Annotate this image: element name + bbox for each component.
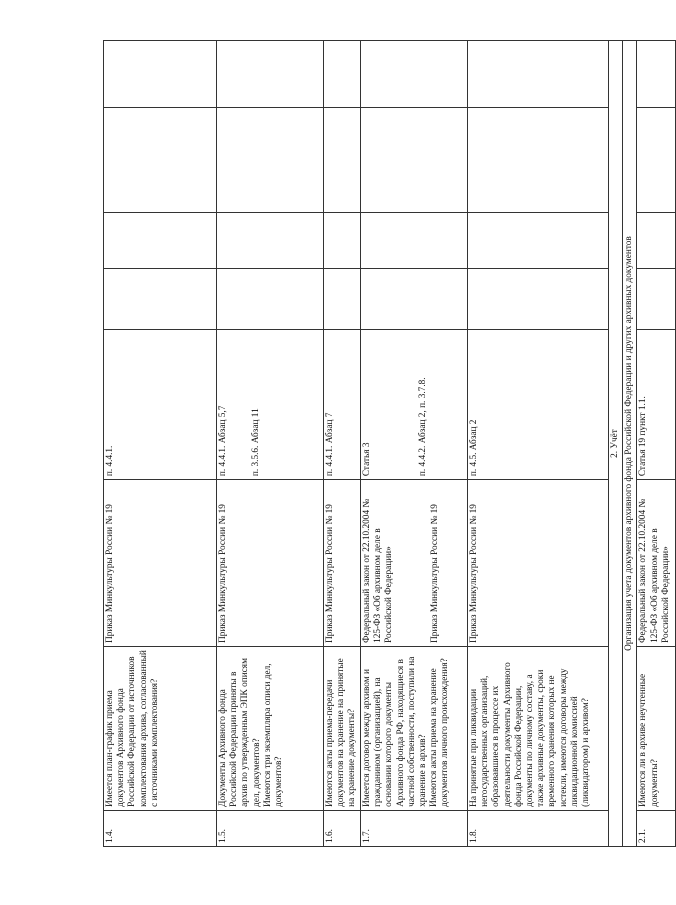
- empty-cell: [324, 213, 361, 269]
- document-cell: [324, 480, 361, 647]
- table-row: [637, 41, 676, 847]
- document-text: Приказ Минкультуры России № 19: [469, 504, 479, 643]
- document-text: Приказ Минкультуры России № 19: [218, 504, 228, 643]
- question-cell: [637, 646, 676, 810]
- question-text: Имеются акты приема на хранение документов личного происхождения?: [429, 658, 451, 807]
- question-cell: [468, 646, 609, 810]
- points-cell: [324, 330, 361, 480]
- table-row: [104, 41, 217, 847]
- empty-cell: [217, 268, 324, 329]
- empty-cell: [468, 107, 609, 213]
- question-text: Документы Архивного фонда Российской Федерации приняты в архив по утвержденным ЭПК описям дел, документов?: [218, 658, 262, 807]
- points-text: п. 4.4.1.: [105, 445, 115, 477]
- empty-cell: [104, 213, 217, 269]
- points-text: Статья 3: [362, 442, 372, 477]
- section-heading-row: [609, 41, 623, 847]
- empty-cell: [361, 213, 468, 269]
- empty-cell: [104, 107, 217, 213]
- row-number: 1.4.: [104, 810, 217, 846]
- document-text: Приказ Минкультуры России № 19: [325, 504, 335, 643]
- empty-cell: [217, 107, 324, 213]
- points-text: Статья 19 пункт 1.1.: [638, 396, 649, 477]
- empty-cell: [217, 41, 324, 108]
- question-cell: [361, 646, 468, 810]
- empty-cell: [468, 268, 609, 329]
- empty-cell: [104, 268, 217, 329]
- empty-cell: [324, 107, 361, 213]
- points-cell: [104, 330, 217, 480]
- empty-cell: [361, 107, 468, 213]
- empty-cell: [637, 107, 676, 213]
- empty-cell: [217, 213, 324, 269]
- row-number: 1.8.: [468, 810, 609, 846]
- row-number: 1.7.: [361, 810, 468, 846]
- table-row: [217, 41, 324, 847]
- empty-cell: [324, 41, 361, 108]
- empty-cell: [637, 268, 676, 329]
- question-text: Имеются три экземпляра описи дел, документов?: [262, 663, 285, 807]
- empty-cell: [637, 213, 676, 269]
- document-text: Федеральный закон от 22.10.2004 № 125-ФЗ «Об архивном деле в Российской Федерации»: [638, 498, 671, 643]
- document-cell: [361, 480, 468, 647]
- rotated-table-area: [103, 40, 671, 847]
- question-cell: [104, 646, 217, 810]
- empty-cell: [324, 268, 361, 329]
- document-text: Приказ Минкультуры России № 19: [105, 504, 115, 643]
- question-cell: [217, 646, 324, 810]
- row-number: 2.1.: [637, 810, 676, 846]
- empty-cell: [468, 213, 609, 269]
- subsection-title: Организация учета документов архивного фонда Российской Федерации и других архивных документов: [623, 41, 637, 847]
- document-cell: [217, 480, 324, 647]
- empty-cell: [637, 41, 676, 108]
- document-text: Федеральный закон от 22.10.2004 № 125-ФЗ «Об архивном деле в Российской Федерации»: [362, 498, 395, 643]
- row-number: 1.6.: [324, 810, 361, 846]
- empty-cell: [104, 41, 217, 108]
- table-row: [324, 41, 361, 847]
- section-title: 2. Учёт: [609, 41, 623, 847]
- points-text: п. 4.5. Абзац 2: [469, 419, 479, 477]
- table-row: [361, 41, 468, 847]
- points-text: п. 3.5.6. Абзац 11: [251, 408, 262, 477]
- points-cell: [217, 330, 324, 480]
- question-text: Имеются акты приема-передачи документов на хранение на принятые на хранение документы?: [325, 658, 358, 807]
- document-cell: [468, 480, 609, 647]
- question-text: Имеется договор между архивом и гражданином (организацией), на основании которого документы Архивного фонда РФ, находящиеся в частной собственности, поступили на хранение в архив?: [362, 656, 429, 807]
- points-cell: [637, 330, 676, 480]
- document-cell: [637, 480, 676, 647]
- row-number: 1.5.: [217, 810, 324, 846]
- question-cell: [324, 646, 361, 810]
- empty-cell: [468, 41, 609, 108]
- empty-cell: [361, 268, 468, 329]
- inspection-checklist-table: [103, 40, 676, 847]
- points-text: п. 4.4.2. Абзац 2, п. 3.7.8.: [418, 377, 429, 477]
- question-text: Имеются ли в архиве неучтенные документы?: [638, 673, 660, 807]
- subsection-heading-row: [623, 41, 637, 847]
- table-row: [468, 41, 609, 847]
- points-text: п. 4.4.1. Абзац 5,7: [218, 405, 228, 477]
- question-text: Имеется план-график приема документов Архивного фонда Российской Федерации от источников комплектования архива, согласованный с источниками комплектования?: [105, 650, 160, 807]
- points-cell: [361, 330, 468, 480]
- points-text: п. 4.4.1. Абзац 7: [325, 412, 335, 477]
- points-cell: [468, 330, 609, 480]
- question-text: На принятые при ликвидации негосударственных организаций, образовавшиеся в процессе их деятельности документы Архивного фонда Российской Федерации, документы по личному составу, а также архивные документы, сроки временного хранения которых не истекли, имеются договоры между ликвидационной комиссией (ликвидатором) и архивом?: [469, 662, 592, 807]
- document-text: Приказ Минкультуры России № 19: [429, 504, 440, 643]
- empty-cell: [361, 41, 468, 108]
- document-cell: [104, 480, 217, 647]
